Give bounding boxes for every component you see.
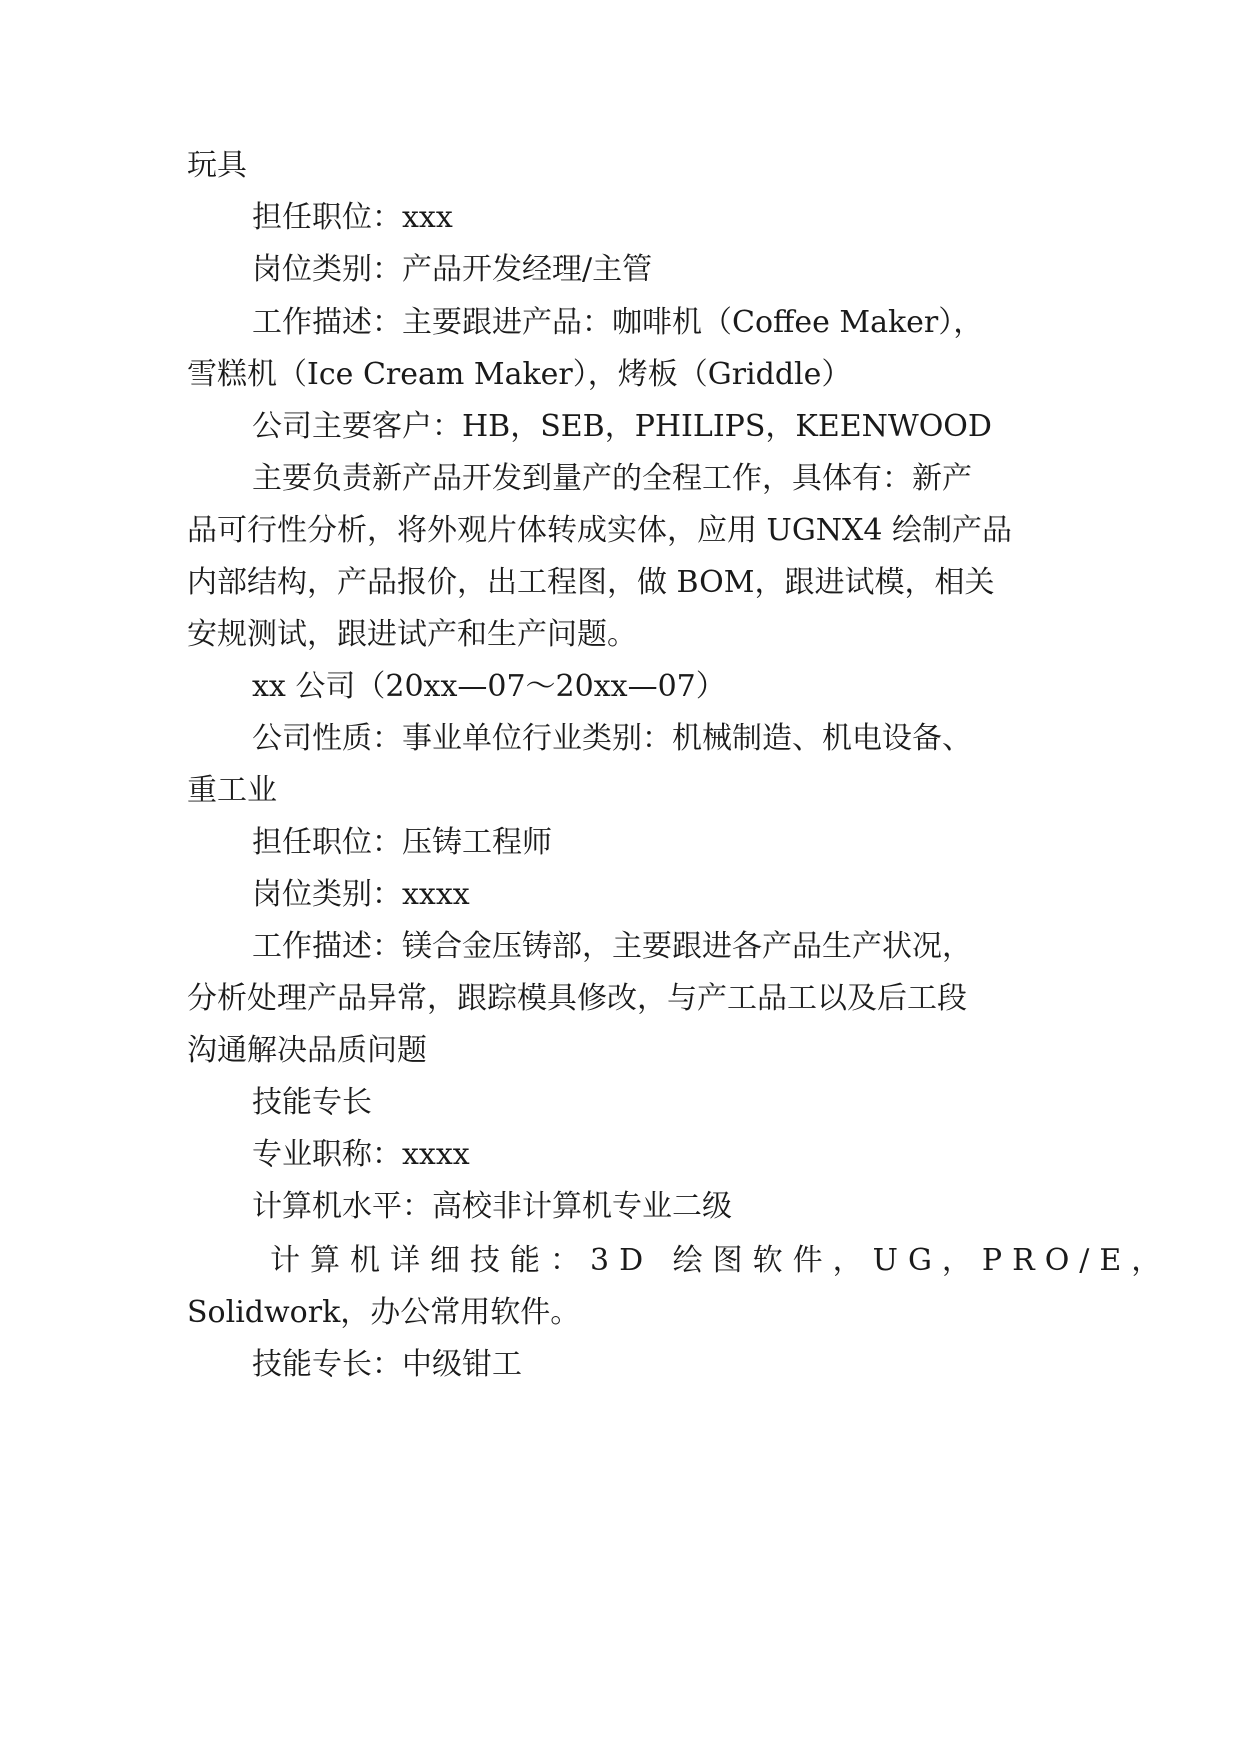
text-line: 专业职称：xxxx bbox=[252, 1137, 470, 1172]
text-line: 工作描述：主要跟进产品：咖啡机（Coffee Maker）， bbox=[252, 305, 984, 340]
text-line: 岗位类别：xxxx bbox=[252, 877, 470, 912]
text-line: 技能专长：中级钳工 bbox=[252, 1347, 522, 1382]
text-line: 担任职位：xxx bbox=[252, 200, 453, 235]
text-line: xx 公司（20xx—07～20xx—07） bbox=[252, 669, 726, 704]
text-line: 主要负责新产品开发到量产的全程工作，具体有：新产 bbox=[252, 461, 972, 496]
text-line: 分析处理产品异常，跟踪模具修改，与产工品工以及后工段 bbox=[187, 981, 967, 1016]
text-line: 计算机水平：高校非计算机专业二级 bbox=[252, 1189, 732, 1224]
text-line: 公司主要客户：HB，SEB，PHILIPS，KEENWOOD bbox=[252, 409, 992, 444]
text-line: 技能专长 bbox=[252, 1085, 372, 1120]
text-line: 沟通解决品质问题 bbox=[187, 1033, 427, 1068]
text-line: Solidwork，办公常用软件。 bbox=[187, 1295, 581, 1330]
text-line: 担任职位：压铸工程师 bbox=[252, 825, 552, 860]
text-line: 公司性质：事业单位行业类别：机械制造、机电设备、 bbox=[252, 721, 972, 756]
text-line: 工作描述：镁合金压铸部，主要跟进各产品生产状况， bbox=[252, 929, 972, 964]
text-line: 玩具 bbox=[187, 148, 247, 183]
text-line: 雪糕机（Ice Cream Maker），烤板（Griddle） bbox=[187, 357, 852, 392]
text-line: 品可行性分析，将外观片体转成实体，应用 UGNX4 绘制产品 bbox=[187, 513, 1013, 548]
text-line: 计算机详细技能：3D 绘图软件，UG，PRO/E， bbox=[270, 1243, 1172, 1278]
text-line: 岗位类别：产品开发经理/主管 bbox=[252, 252, 653, 287]
text-line: 安规测试，跟进试产和生产问题。 bbox=[187, 617, 637, 652]
text-line: 内部结构，产品报价，出工程图，做 BOM，跟进试模，相关 bbox=[187, 565, 995, 600]
text-line: 重工业 bbox=[187, 773, 277, 808]
